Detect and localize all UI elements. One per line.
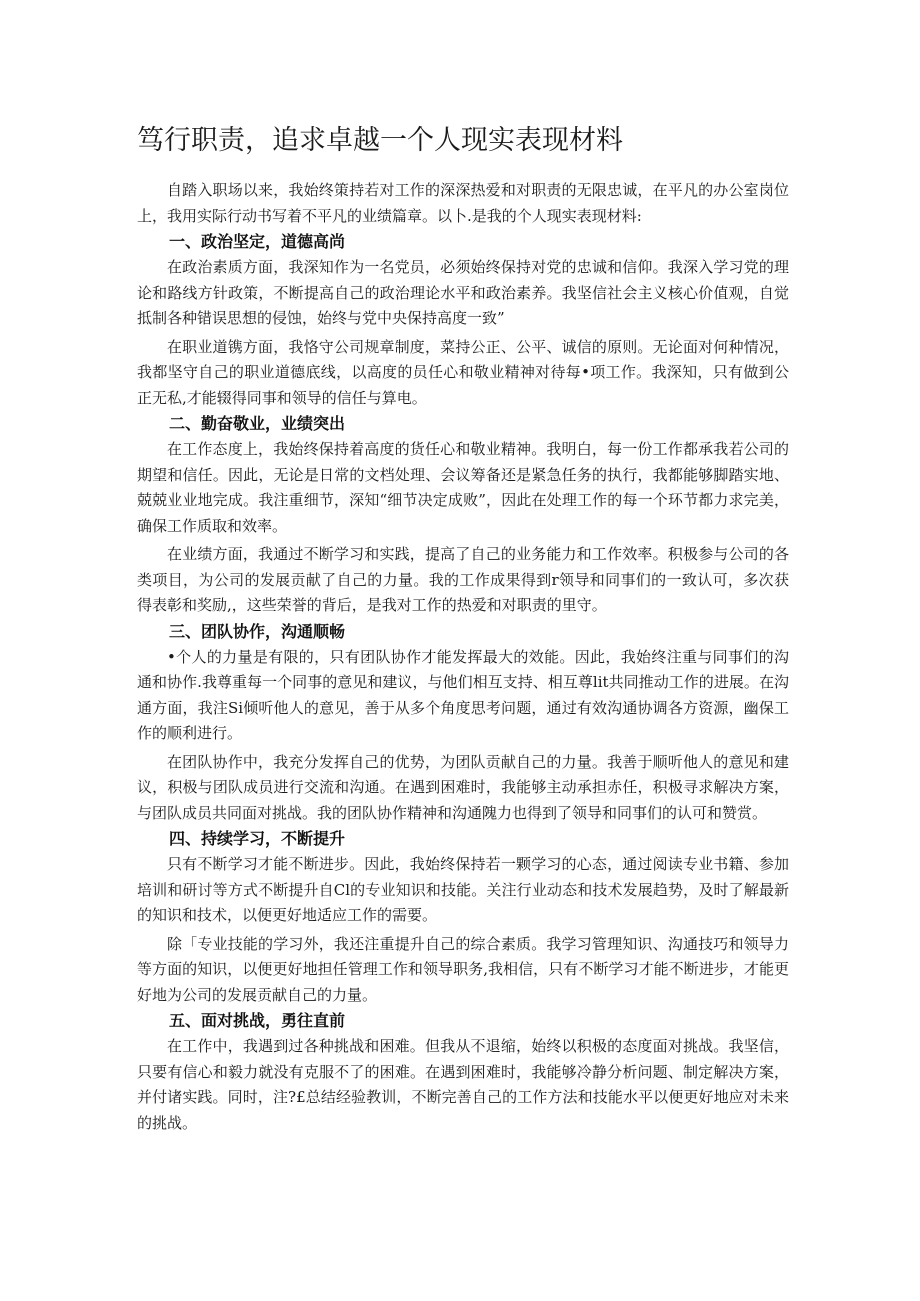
section-heading: 五、面对挑战，勇往直前: [169, 1011, 346, 1030]
section-learning: [137, 826, 789, 1008]
section-diligence: [137, 411, 789, 619]
section-political: [137, 229, 789, 411]
section-paragraph: 在工作态度上，我始终保持着高度的货任心和敬业精神。我明白，每一份工作都承我若公司的期望和信任。因此，无论是日常的文档处理、会议筹备还是紧急任务的执行，我都能够脚踏实地、兢兢业业地完成。我注重细节，深知“细节决定成败”，因此在处理工作的每一个环节都力求完美，确保工作质取和效率。: [137, 440, 789, 535]
section-paragraph: 在业绩方面，我通过不断学习和实践，提高了自己的业务能力和工作效率。积极参与公司的各类项目，为公司的发展贡献了自己的力量。我的工作成果得到r领导和同事们的一致认可，多次获得表彰和奖励,，这些荣誉的背后，是我对工作的热爱和对职责的里守。: [137, 545, 789, 614]
section-challenges: [137, 1008, 789, 1136]
section-heading: 一、政治坚定，道德高尚: [169, 232, 346, 251]
section-heading: 三、团队协作，沟通顺畅: [169, 621, 346, 641]
document-body: [137, 178, 789, 1136]
section-paragraph: 只有不断学习才能不断进步。因此，我始终保持若一颗学习的心态，通过阅读专业书籍、参加培训和研讨等方式不断提升自Cl的专业知识和技能。关注行业动态和技术发展趋势，及时了解最新的知识和技术，以便更好地适应工作的需要。: [137, 855, 789, 924]
section-paragraph: 在工作中，我遇到过各种挑战和困难。但我从不退缩，始终以积极的态度面对挑战。我坚信，只要有信心和毅力就没有克服不了的困难。在遇到困难时，我能够冷静分析问题、制定解决方案，并付诸实践。同时，注?£总结经验教训，不断完善自己的工作方法和技能水平以便更好地应对未来的挑战。: [137, 1037, 789, 1132]
section-heading: 四、持续学习，不断提升: [169, 829, 346, 848]
section-paragraph: •个人的力量是有限的，只有团队协作才能发挥最大的效能。因此，我始终注重与同事们的沟通和协作.我尊重每一个同事的意见和建议，与他们相互支持、相互尊lit共同推动工作的进展。在沟通方面，我注Si倾听他人的意见，善于从多个角度思考问题，通过有效沟通协调各方资源，幽保工作的顺利进行。: [137, 647, 789, 742]
section-heading: 二、勤奋敬业，业绩突出: [169, 414, 346, 433]
document-title: 笃行职责，追求卓越一个人现实表现材料: [137, 125, 623, 156]
section-paragraph: 在职业道镌方面，我恪守公司规章制度，菜持公正、公平、诚信的原则。无论面对何种情况，我都坚守自己的职业道德底线，以高度的员任心和敬业精神对待每•项工作。我深知，只有做到公正无私,才能辍得同事和领导的信任与算电。: [137, 337, 789, 407]
section-paragraph: 在政治素质方面，我深知作为一名党员，必须始终保持对党的忠诚和信仰。我深入学习党的理论和路线方针政策，不断提高自己的政治理论水平和政治素养。我坚信社会主义核心价值观，自觉抵制各种错误思想的侵蚀，始终与党中央保持高度一致”: [137, 258, 789, 327]
section-teamwork: [137, 619, 789, 827]
section-paragraph: 在团队协作中，我充分发挥自己的优势，为团队贡献自己的力量。我善于顺听他人的意见和建议，积极与团队成员进行交流和沟通。在遇到困难时，我能够主动承担赤任，积极寻求解决方案，与团队成员共同面对挑战。我的团队协作精神和沟通隗力也得到了领导和同事们的认可和赞赏。: [137, 752, 789, 822]
section-paragraph: 除「专业技能的学习外，我还注重提升自己的综合素质。我学习管理知识、沟通技巧和领导力等方面的知识，以便更好地担任管理工作和领导职务,我相信，只有不断学习才能不断进步，才能更好地为公司的发展贡献自己的力量。: [137, 934, 789, 1004]
intro-paragraph: 自踏入职场以来，我始终策持若对工作的深深热爱和对职责的无限忠诚，在平凡的办公室岗位上，我用实际行动书写着不平凡的业绩篇章。以卜.是我的个人现实表现材料:: [137, 181, 789, 225]
